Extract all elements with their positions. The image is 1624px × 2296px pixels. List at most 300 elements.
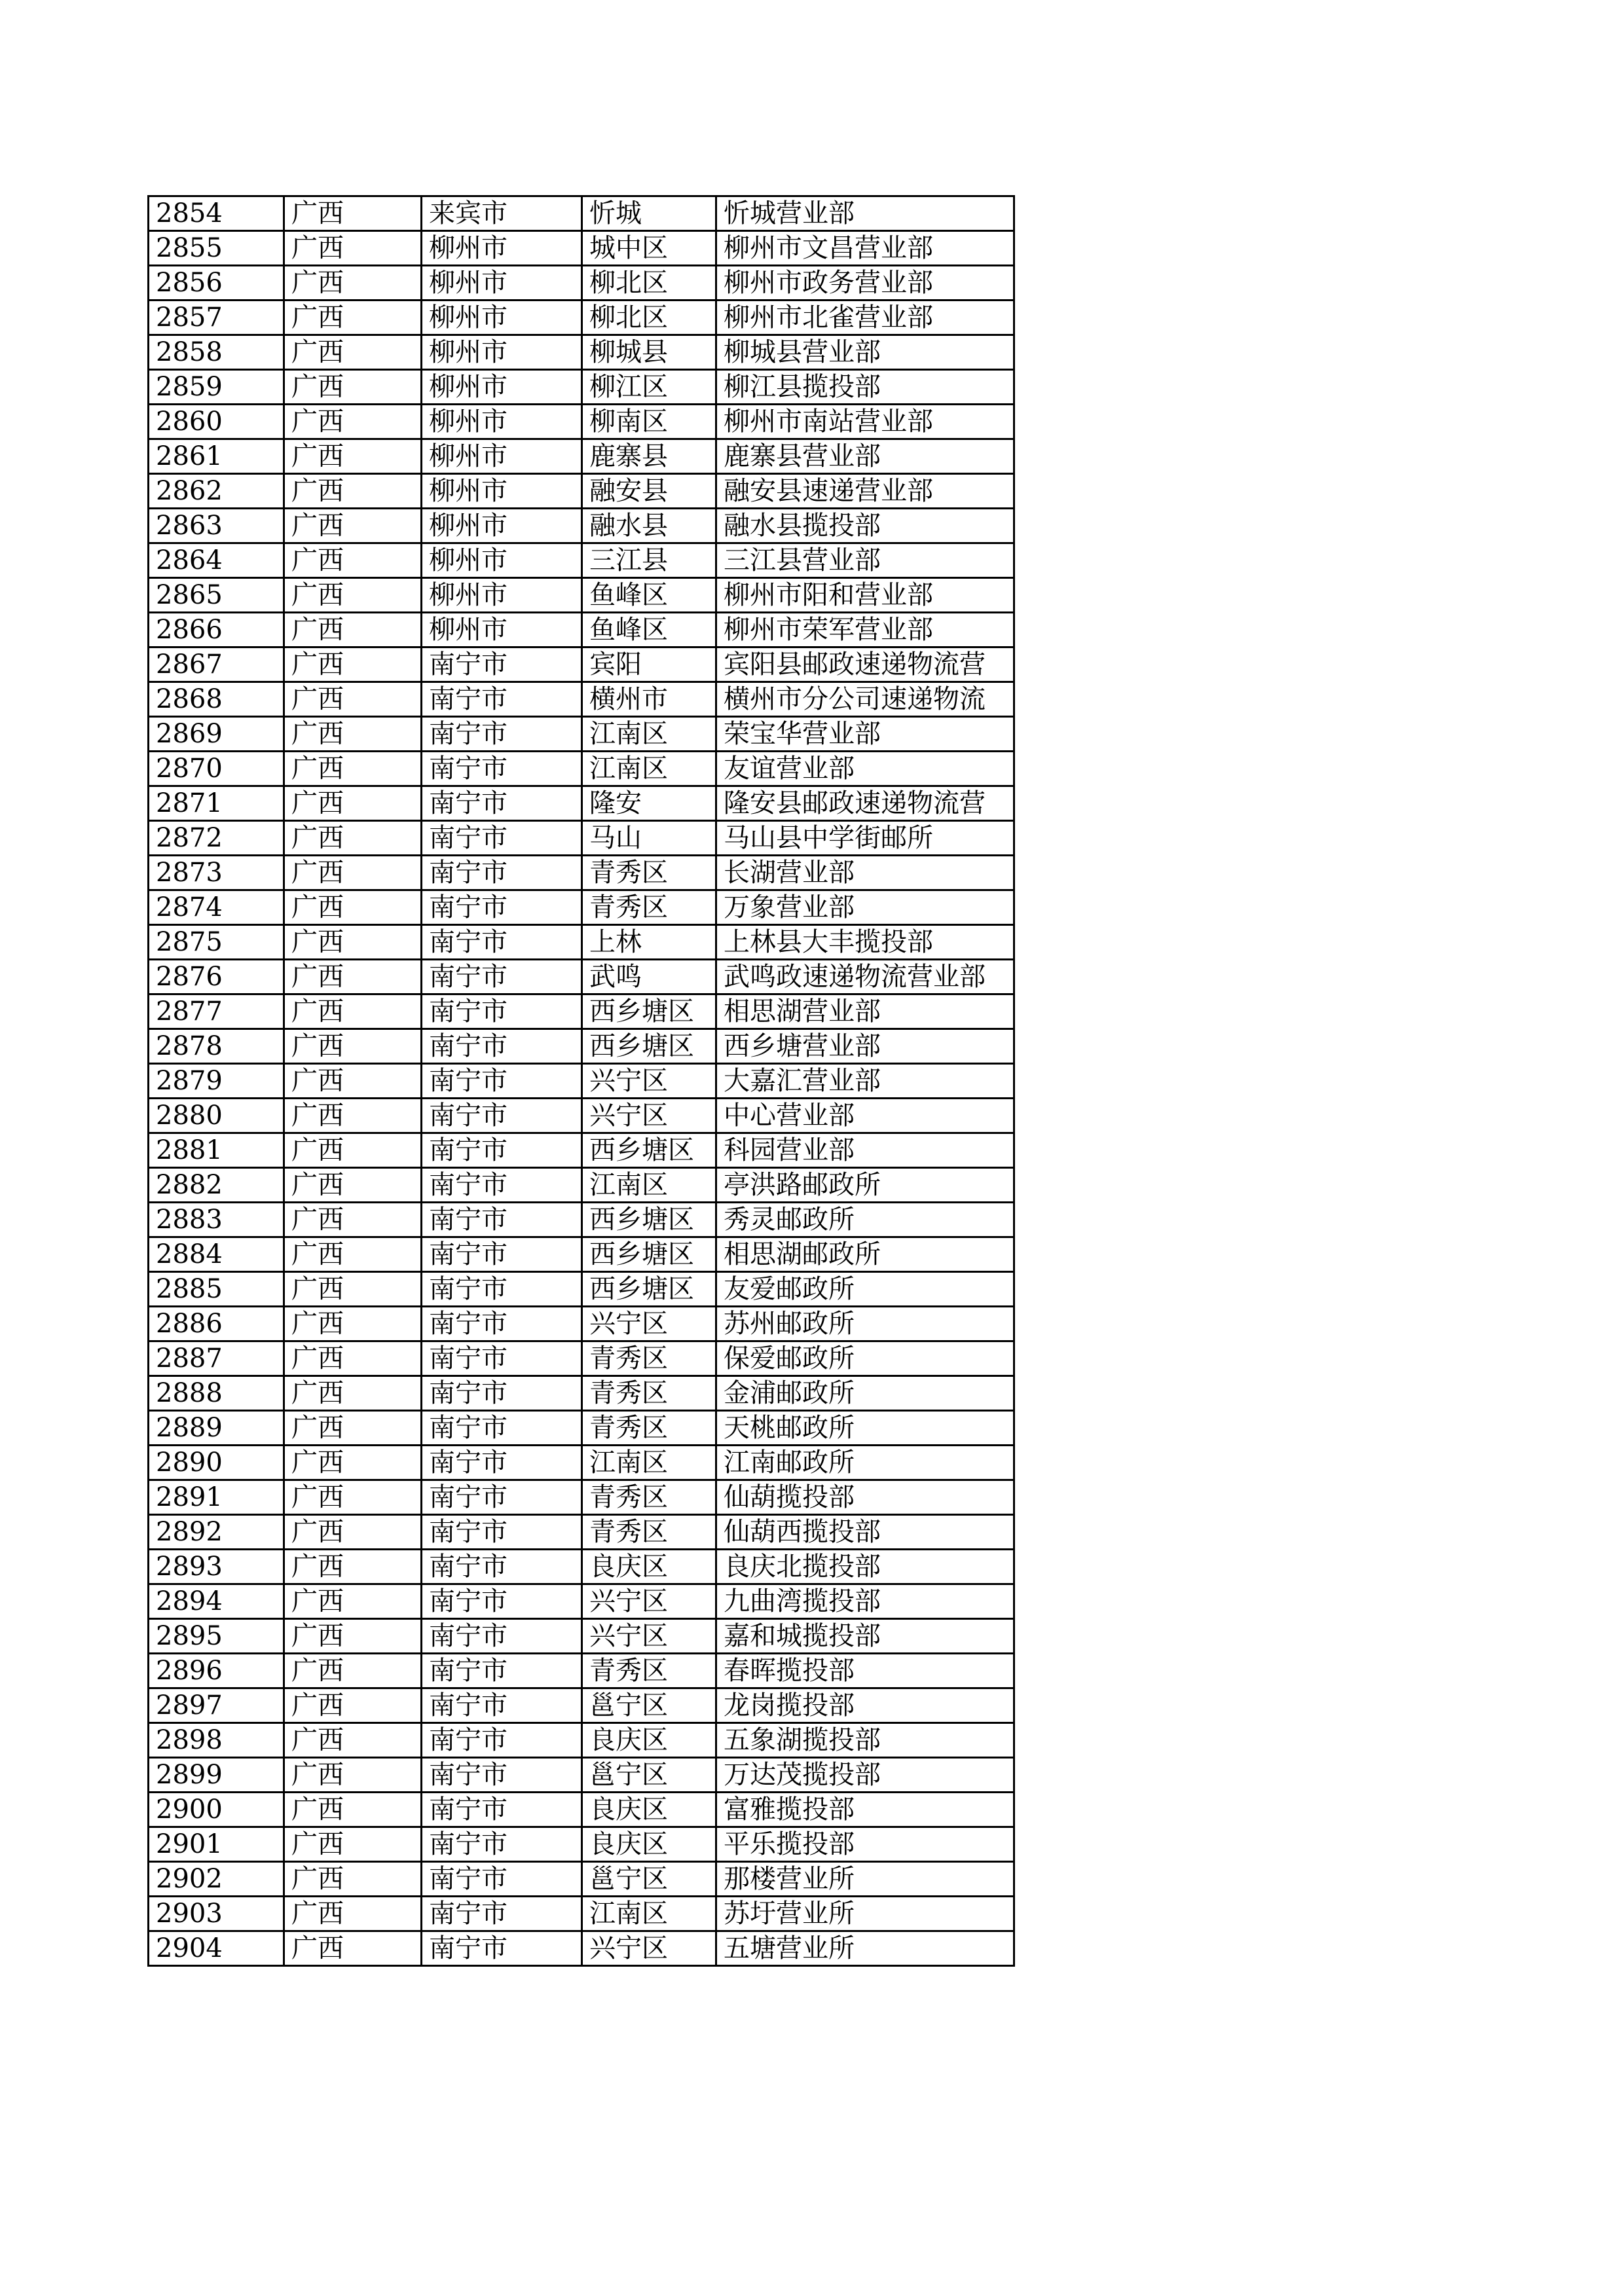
city-cell: 柳州市 [422, 509, 582, 543]
city-cell: 南宁市 [422, 1272, 582, 1307]
row-number-cell: 2875 [149, 925, 284, 960]
province-cell: 广西 [284, 647, 422, 682]
district-cell: 隆安 [582, 786, 716, 821]
branch-name-cell: 天桃邮政所 [716, 1411, 1014, 1446]
row-number-cell: 2890 [149, 1446, 284, 1480]
row-number-cell: 2881 [149, 1133, 284, 1168]
district-cell: 上林 [582, 925, 716, 960]
district-cell: 城中区 [582, 231, 716, 266]
province-cell: 广西 [284, 821, 422, 856]
table-row [149, 335, 1014, 370]
table-row [149, 474, 1014, 509]
city-cell: 来宾市 [422, 196, 582, 231]
branch-name-cell: 嘉和城揽投部 [716, 1619, 1014, 1654]
row-number-cell: 2880 [149, 1099, 284, 1133]
branch-name-cell: 融水县揽投部 [716, 509, 1014, 543]
city-cell: 柳州市 [422, 474, 582, 509]
table-row [149, 1723, 1014, 1758]
table-row [149, 266, 1014, 301]
branch-name-cell: 相思湖营业部 [716, 994, 1014, 1029]
city-cell: 南宁市 [422, 1446, 582, 1480]
district-cell: 江南区 [582, 1897, 716, 1931]
district-cell: 青秀区 [582, 856, 716, 890]
district-cell: 柳城县 [582, 335, 716, 370]
district-cell: 横州市 [582, 682, 716, 717]
province-cell: 广西 [284, 301, 422, 335]
row-number-cell: 2859 [149, 370, 284, 405]
district-cell: 融安县 [582, 474, 716, 509]
province-cell: 广西 [284, 960, 422, 994]
district-cell: 宾阳 [582, 647, 716, 682]
district-cell: 青秀区 [582, 1654, 716, 1688]
city-cell: 南宁市 [422, 1654, 582, 1688]
table-row [149, 890, 1014, 925]
city-cell: 柳州市 [422, 370, 582, 405]
row-number-cell: 2899 [149, 1758, 284, 1793]
table-row [149, 509, 1014, 543]
table-row [149, 994, 1014, 1029]
table-row [149, 1619, 1014, 1654]
table-row [149, 1272, 1014, 1307]
province-cell: 广西 [284, 1480, 422, 1515]
district-cell: 西乡塘区 [582, 1272, 716, 1307]
province-cell: 广西 [284, 994, 422, 1029]
table-row [149, 405, 1014, 439]
branch-name-cell: 柳江县揽投部 [716, 370, 1014, 405]
district-cell: 柳南区 [582, 405, 716, 439]
row-number-cell: 2873 [149, 856, 284, 890]
row-number-cell: 2896 [149, 1654, 284, 1688]
row-number-cell: 2893 [149, 1550, 284, 1584]
branch-name-cell: 五象湖揽投部 [716, 1723, 1014, 1758]
table-row [149, 231, 1014, 266]
district-cell: 邕宁区 [582, 1758, 716, 1793]
branch-name-cell: 平乐揽投部 [716, 1827, 1014, 1862]
branch-name-cell: 保爱邮政所 [716, 1341, 1014, 1376]
table-row [149, 1862, 1014, 1897]
branch-name-cell: 富雅揽投部 [716, 1793, 1014, 1827]
district-cell: 忻城 [582, 196, 716, 231]
branch-name-cell: 隆安县邮政速递物流营 [716, 786, 1014, 821]
row-number-cell: 2904 [149, 1931, 284, 1966]
city-cell: 南宁市 [422, 1862, 582, 1897]
city-cell: 南宁市 [422, 1480, 582, 1515]
city-cell: 南宁市 [422, 925, 582, 960]
row-number-cell: 2902 [149, 1862, 284, 1897]
branch-name-cell: 柳城县营业部 [716, 335, 1014, 370]
table-row [149, 1376, 1014, 1411]
branch-name-cell: 仙葫西揽投部 [716, 1515, 1014, 1550]
district-cell: 柳北区 [582, 266, 716, 301]
city-cell: 柳州市 [422, 231, 582, 266]
province-cell: 广西 [284, 1550, 422, 1584]
table-row [149, 543, 1014, 578]
district-cell: 青秀区 [582, 1341, 716, 1376]
district-cell: 鱼峰区 [582, 613, 716, 647]
city-cell: 南宁市 [422, 1758, 582, 1793]
branch-name-cell: 横州市分公司速递物流 [716, 682, 1014, 717]
row-number-cell: 2857 [149, 301, 284, 335]
row-number-cell: 2854 [149, 196, 284, 231]
branch-name-cell: 西乡塘营业部 [716, 1029, 1014, 1064]
district-cell: 良庆区 [582, 1827, 716, 1862]
province-cell: 广西 [284, 890, 422, 925]
district-cell: 兴宁区 [582, 1099, 716, 1133]
province-cell: 广西 [284, 1897, 422, 1931]
row-number-cell: 2897 [149, 1688, 284, 1723]
table-row [149, 1584, 1014, 1619]
province-cell: 广西 [284, 1793, 422, 1827]
province-cell: 广西 [284, 752, 422, 786]
row-number-cell: 2903 [149, 1897, 284, 1931]
branch-name-cell: 友谊营业部 [716, 752, 1014, 786]
table-row [149, 1550, 1014, 1584]
row-number-cell: 2874 [149, 890, 284, 925]
row-number-cell: 2898 [149, 1723, 284, 1758]
branch-name-cell: 金浦邮政所 [716, 1376, 1014, 1411]
branch-name-cell: 鹿寨县营业部 [716, 439, 1014, 474]
province-cell: 广西 [284, 1237, 422, 1272]
table-row [149, 786, 1014, 821]
city-cell: 南宁市 [422, 1099, 582, 1133]
branch-name-cell: 长湖营业部 [716, 856, 1014, 890]
province-cell: 广西 [284, 1758, 422, 1793]
row-number-cell: 2863 [149, 509, 284, 543]
row-number-cell: 2882 [149, 1168, 284, 1203]
province-cell: 广西 [284, 1654, 422, 1688]
row-number-cell: 2892 [149, 1515, 284, 1550]
city-cell: 南宁市 [422, 856, 582, 890]
branch-name-cell: 仙葫揽投部 [716, 1480, 1014, 1515]
table-row [149, 1931, 1014, 1966]
district-cell: 青秀区 [582, 1480, 716, 1515]
province-cell: 广西 [284, 578, 422, 613]
province-cell: 广西 [284, 1099, 422, 1133]
table-row [149, 1758, 1014, 1793]
table-row [149, 717, 1014, 752]
province-cell: 广西 [284, 1272, 422, 1307]
district-cell: 西乡塘区 [582, 1029, 716, 1064]
district-cell: 鹿寨县 [582, 439, 716, 474]
branch-name-cell: 上林县大丰揽投部 [716, 925, 1014, 960]
district-cell: 西乡塘区 [582, 994, 716, 1029]
table-row [149, 1307, 1014, 1341]
province-cell: 广西 [284, 1723, 422, 1758]
city-cell: 柳州市 [422, 613, 582, 647]
city-cell: 柳州市 [422, 439, 582, 474]
table-row [149, 1688, 1014, 1723]
city-cell: 南宁市 [422, 1307, 582, 1341]
province-cell: 广西 [284, 1931, 422, 1966]
branch-name-cell: 柳州市南站营业部 [716, 405, 1014, 439]
district-cell: 青秀区 [582, 1376, 716, 1411]
branch-name-cell: 龙岗揽投部 [716, 1688, 1014, 1723]
row-number-cell: 2862 [149, 474, 284, 509]
row-number-cell: 2866 [149, 613, 284, 647]
province-cell: 广西 [284, 1862, 422, 1897]
branch-name-cell: 融安县速递营业部 [716, 474, 1014, 509]
province-cell: 广西 [284, 335, 422, 370]
table-row [149, 1064, 1014, 1099]
district-cell: 江南区 [582, 717, 716, 752]
province-cell: 广西 [284, 370, 422, 405]
city-cell: 南宁市 [422, 786, 582, 821]
table-row [149, 1793, 1014, 1827]
province-cell: 广西 [284, 405, 422, 439]
row-number-cell: 2870 [149, 752, 284, 786]
branch-name-cell: 秀灵邮政所 [716, 1203, 1014, 1237]
table-row [149, 1099, 1014, 1133]
district-cell: 马山 [582, 821, 716, 856]
province-cell: 广西 [284, 1411, 422, 1446]
table-row [149, 1237, 1014, 1272]
province-cell: 广西 [284, 1029, 422, 1064]
province-cell: 广西 [284, 1619, 422, 1654]
province-cell: 广西 [284, 786, 422, 821]
city-cell: 柳州市 [422, 301, 582, 335]
row-number-cell: 2891 [149, 1480, 284, 1515]
branch-name-cell: 九曲湾揽投部 [716, 1584, 1014, 1619]
branch-name-cell: 柳州市荣军营业部 [716, 613, 1014, 647]
branch-name-cell: 科园营业部 [716, 1133, 1014, 1168]
district-cell: 江南区 [582, 752, 716, 786]
row-number-cell: 2868 [149, 682, 284, 717]
table-row [149, 1480, 1014, 1515]
city-cell: 南宁市 [422, 1168, 582, 1203]
province-cell: 广西 [284, 1584, 422, 1619]
city-cell: 南宁市 [422, 1341, 582, 1376]
district-cell: 三江县 [582, 543, 716, 578]
row-number-cell: 2887 [149, 1341, 284, 1376]
city-cell: 南宁市 [422, 1515, 582, 1550]
branch-name-cell: 中心营业部 [716, 1099, 1014, 1133]
branch-name-cell: 忻城营业部 [716, 196, 1014, 231]
city-cell: 柳州市 [422, 405, 582, 439]
city-cell: 南宁市 [422, 717, 582, 752]
branch-name-cell: 柳州市文昌营业部 [716, 231, 1014, 266]
row-number-cell: 2860 [149, 405, 284, 439]
branch-name-cell: 宾阳县邮政速递物流营 [716, 647, 1014, 682]
province-cell: 广西 [284, 856, 422, 890]
district-cell: 西乡塘区 [582, 1237, 716, 1272]
province-cell: 广西 [284, 1688, 422, 1723]
province-cell: 广西 [284, 1376, 422, 1411]
table-row [149, 821, 1014, 856]
table-row [149, 1203, 1014, 1237]
province-cell: 广西 [284, 1827, 422, 1862]
province-cell: 广西 [284, 509, 422, 543]
branch-name-cell: 武鸣政速递物流营业部 [716, 960, 1014, 994]
branch-name-cell: 友爱邮政所 [716, 1272, 1014, 1307]
branch-name-cell: 苏圩营业所 [716, 1897, 1014, 1931]
district-cell: 柳北区 [582, 301, 716, 335]
row-number-cell: 2869 [149, 717, 284, 752]
branch-name-cell: 那楼营业所 [716, 1862, 1014, 1897]
district-cell: 邕宁区 [582, 1862, 716, 1897]
row-number-cell: 2877 [149, 994, 284, 1029]
table-row [149, 647, 1014, 682]
district-cell: 融水县 [582, 509, 716, 543]
row-number-cell: 2901 [149, 1827, 284, 1862]
district-cell: 良庆区 [582, 1550, 716, 1584]
district-cell: 邕宁区 [582, 1688, 716, 1723]
city-cell: 南宁市 [422, 960, 582, 994]
province-cell: 广西 [284, 1341, 422, 1376]
table-row [149, 196, 1014, 231]
province-cell: 广西 [284, 1168, 422, 1203]
table-row [149, 1897, 1014, 1931]
district-cell: 良庆区 [582, 1723, 716, 1758]
row-number-cell: 2886 [149, 1307, 284, 1341]
branch-table-body [149, 196, 1014, 1966]
district-cell: 武鸣 [582, 960, 716, 994]
row-number-cell: 2900 [149, 1793, 284, 1827]
city-cell: 南宁市 [422, 1203, 582, 1237]
branch-name-cell: 万达茂揽投部 [716, 1758, 1014, 1793]
table-row [149, 1341, 1014, 1376]
table-row [149, 682, 1014, 717]
district-cell: 兴宁区 [582, 1064, 716, 1099]
table-row [149, 960, 1014, 994]
province-cell: 广西 [284, 439, 422, 474]
table-row [149, 613, 1014, 647]
district-cell: 兴宁区 [582, 1931, 716, 1966]
table-row [149, 439, 1014, 474]
city-cell: 南宁市 [422, 752, 582, 786]
city-cell: 柳州市 [422, 578, 582, 613]
city-cell: 南宁市 [422, 1931, 582, 1966]
row-number-cell: 2884 [149, 1237, 284, 1272]
row-number-cell: 2856 [149, 266, 284, 301]
table-row [149, 370, 1014, 405]
city-cell: 南宁市 [422, 1029, 582, 1064]
branch-name-cell: 柳州市阳和营业部 [716, 578, 1014, 613]
row-number-cell: 2855 [149, 231, 284, 266]
branch-name-cell: 江南邮政所 [716, 1446, 1014, 1480]
branch-name-cell: 三江县营业部 [716, 543, 1014, 578]
table-row [149, 578, 1014, 613]
province-cell: 广西 [284, 543, 422, 578]
table-row [149, 1515, 1014, 1550]
province-cell: 广西 [284, 925, 422, 960]
province-cell: 广西 [284, 1307, 422, 1341]
row-number-cell: 2867 [149, 647, 284, 682]
city-cell: 柳州市 [422, 266, 582, 301]
city-cell: 南宁市 [422, 1619, 582, 1654]
row-number-cell: 2858 [149, 335, 284, 370]
city-cell: 南宁市 [422, 821, 582, 856]
table-row [149, 752, 1014, 786]
district-cell: 兴宁区 [582, 1307, 716, 1341]
row-number-cell: 2888 [149, 1376, 284, 1411]
province-cell: 广西 [284, 266, 422, 301]
district-cell: 青秀区 [582, 1515, 716, 1550]
province-cell: 广西 [284, 613, 422, 647]
province-cell: 广西 [284, 1064, 422, 1099]
branch-name-cell: 良庆北揽投部 [716, 1550, 1014, 1584]
city-cell: 南宁市 [422, 682, 582, 717]
table-row [149, 1133, 1014, 1168]
district-cell: 青秀区 [582, 1411, 716, 1446]
table-row [149, 1029, 1014, 1064]
city-cell: 南宁市 [422, 1376, 582, 1411]
city-cell: 南宁市 [422, 1133, 582, 1168]
table-row [149, 856, 1014, 890]
district-cell: 良庆区 [582, 1793, 716, 1827]
row-number-cell: 2878 [149, 1029, 284, 1064]
row-number-cell: 2871 [149, 786, 284, 821]
city-cell: 南宁市 [422, 647, 582, 682]
branch-name-cell: 苏州邮政所 [716, 1307, 1014, 1341]
province-cell: 广西 [284, 474, 422, 509]
table-row [149, 1168, 1014, 1203]
table-row [149, 1446, 1014, 1480]
city-cell: 南宁市 [422, 1411, 582, 1446]
table-row [149, 1654, 1014, 1688]
branch-name-cell: 大嘉汇营业部 [716, 1064, 1014, 1099]
city-cell: 柳州市 [422, 543, 582, 578]
city-cell: 南宁市 [422, 994, 582, 1029]
city-cell: 南宁市 [422, 1827, 582, 1862]
district-cell: 西乡塘区 [582, 1133, 716, 1168]
province-cell: 广西 [284, 717, 422, 752]
district-cell: 江南区 [582, 1446, 716, 1480]
branch-name-cell: 亭洪路邮政所 [716, 1168, 1014, 1203]
city-cell: 南宁市 [422, 1064, 582, 1099]
city-cell: 柳州市 [422, 335, 582, 370]
row-number-cell: 2883 [149, 1203, 284, 1237]
province-cell: 广西 [284, 1515, 422, 1550]
city-cell: 南宁市 [422, 1688, 582, 1723]
row-number-cell: 2879 [149, 1064, 284, 1099]
row-number-cell: 2885 [149, 1272, 284, 1307]
branch-name-cell: 万象营业部 [716, 890, 1014, 925]
branch-name-cell: 荣宝华营业部 [716, 717, 1014, 752]
row-number-cell: 2872 [149, 821, 284, 856]
row-number-cell: 2889 [149, 1411, 284, 1446]
city-cell: 南宁市 [422, 890, 582, 925]
district-cell: 柳江区 [582, 370, 716, 405]
branch-name-cell: 春晖揽投部 [716, 1654, 1014, 1688]
table-row [149, 301, 1014, 335]
city-cell: 南宁市 [422, 1723, 582, 1758]
district-cell: 青秀区 [582, 890, 716, 925]
table-row [149, 1827, 1014, 1862]
city-cell: 南宁市 [422, 1237, 582, 1272]
province-cell: 广西 [284, 196, 422, 231]
province-cell: 广西 [284, 682, 422, 717]
branch-name-cell: 五塘营业所 [716, 1931, 1014, 1966]
row-number-cell: 2865 [149, 578, 284, 613]
row-number-cell: 2895 [149, 1619, 284, 1654]
district-cell: 鱼峰区 [582, 578, 716, 613]
row-number-cell: 2894 [149, 1584, 284, 1619]
district-cell: 江南区 [582, 1168, 716, 1203]
branch-name-cell: 马山县中学街邮所 [716, 821, 1014, 856]
province-cell: 广西 [284, 1446, 422, 1480]
branch-name-cell: 柳州市北雀营业部 [716, 301, 1014, 335]
branch-name-cell: 柳州市政务营业部 [716, 266, 1014, 301]
province-cell: 广西 [284, 231, 422, 266]
province-cell: 广西 [284, 1203, 422, 1237]
district-cell: 兴宁区 [582, 1584, 716, 1619]
city-cell: 南宁市 [422, 1584, 582, 1619]
row-number-cell: 2864 [149, 543, 284, 578]
table-row [149, 925, 1014, 960]
table-row [149, 1411, 1014, 1446]
row-number-cell: 2861 [149, 439, 284, 474]
branch-table [147, 195, 1015, 1967]
